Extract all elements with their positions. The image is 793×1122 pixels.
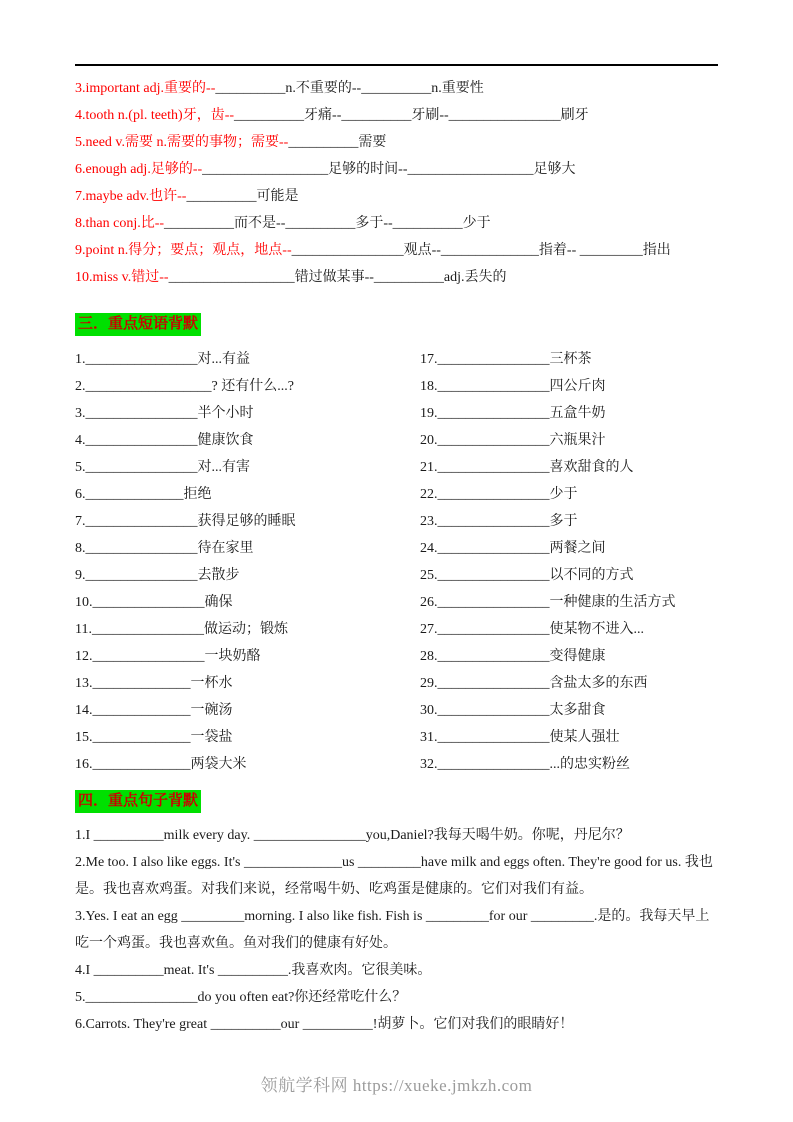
top-divider bbox=[75, 64, 718, 66]
vocab-list bbox=[75, 75, 718, 291]
phrase-item: 3.________________半个小时 bbox=[75, 406, 254, 421]
phrase-item: 28.________________变得健康 bbox=[420, 649, 606, 664]
phrase-item: 25.________________以不同的方式 bbox=[420, 568, 634, 583]
phrase-item: 30.________________太多甜食 bbox=[420, 703, 606, 718]
sentence-list bbox=[75, 822, 718, 1038]
phrase-column-right bbox=[420, 346, 718, 778]
vocab-item-blanks: __________需要 bbox=[288, 135, 387, 150]
vocab-item-blanks: __________可能是 bbox=[186, 189, 299, 204]
vocab-item bbox=[75, 183, 718, 210]
phrase-item: 21.________________喜欢甜食的人 bbox=[420, 460, 634, 475]
phrase-item: 17.________________三杯茶 bbox=[420, 352, 592, 367]
phrase-item: 1.________________对...有益 bbox=[75, 352, 250, 367]
vocab-item-word: 3.important adj.重要的-- bbox=[75, 81, 216, 96]
phrase-item: 4.________________健康饮食 bbox=[75, 433, 254, 448]
vocab-item bbox=[75, 102, 718, 129]
vocab-item-word: 9.point n.得分；要点；观点，地点-- bbox=[75, 243, 292, 258]
vocab-item-word: 8.than conj.比-- bbox=[75, 216, 165, 231]
page-footer: 领航学科网 https://xueke.jmkzh.com bbox=[260, 1076, 533, 1095]
vocab-item-word: 10.miss v.错过-- bbox=[75, 270, 169, 285]
sentence-item: 4.I __________meat. It's __________.我喜欢肉。它很美味。 bbox=[75, 963, 432, 978]
phrase-item: 2.__________________? 还有什么...? bbox=[75, 379, 294, 394]
sentence-item: 1.I __________milk every day. ________________you,Daniel?我每天喝牛奶。你呢，丹尼尔？ bbox=[75, 828, 630, 843]
phrase-item: 11.________________做运动；锻炼 bbox=[75, 622, 288, 637]
vocab-item-blanks: __________n.不重要的--__________n.重要性 bbox=[215, 81, 484, 96]
vocab-item-blanks: __________而不是--__________多于--__________少于 bbox=[164, 216, 491, 231]
vocab-item-word: 7.maybe adv.也许-- bbox=[75, 189, 187, 204]
section4-title: 四．重点句子背默 bbox=[75, 790, 201, 813]
phrase-item: 31.________________使某人强壮 bbox=[420, 730, 620, 745]
phrase-item: 13.______________一杯水 bbox=[75, 676, 233, 691]
vocab-item bbox=[75, 129, 718, 156]
phrase-item: 32.________________...的忠实粉丝 bbox=[420, 757, 630, 772]
phrase-item: 19.________________五盒牛奶 bbox=[420, 406, 606, 421]
sentence-item: 6.Carrots. They're great __________our __________!胡萝卜。它们对我们的眼睛好！ bbox=[75, 1017, 574, 1032]
phrase-item: 24.________________两餐之间 bbox=[420, 541, 606, 556]
phrase-item: 9.________________去散步 bbox=[75, 568, 240, 583]
vocab-item-blanks: ________________观点--______________指着-- _________指出 bbox=[291, 243, 671, 258]
phrase-item: 6.______________拒绝 bbox=[75, 487, 212, 502]
phrase-item: 16.______________两袋大米 bbox=[75, 757, 247, 772]
vocab-item-blanks: __________________足够的时间--__________________足够大 bbox=[202, 162, 576, 177]
vocab-item bbox=[75, 237, 718, 264]
phrase-section bbox=[75, 346, 718, 778]
phrase-item: 5.________________对...有害 bbox=[75, 460, 250, 475]
phrase-item: 15.______________一袋盐 bbox=[75, 730, 233, 745]
phrase-item: 10.________________确保 bbox=[75, 595, 233, 610]
vocab-item-word: 4.tooth n.(pl. teeth)牙，齿-- bbox=[75, 108, 235, 123]
phrase-item: 12.________________一块奶酪 bbox=[75, 649, 261, 664]
phrase-item: 27.________________使某物不进入... bbox=[420, 622, 644, 637]
vocab-item-blanks: __________牙痛--__________牙刷--________________刷牙 bbox=[234, 108, 589, 123]
phrase-item: 26.________________一种健康的生活方式 bbox=[420, 595, 676, 610]
phrase-item: 8.________________待在家里 bbox=[75, 541, 254, 556]
phrase-column-left bbox=[75, 346, 420, 778]
sentence-item: 5.________________do you often eat?你还经常吃什么？ bbox=[75, 990, 407, 1005]
section3-title: 三．重点短语背默 bbox=[75, 313, 201, 336]
phrase-item: 18.________________四公斤肉 bbox=[420, 379, 606, 394]
vocab-item bbox=[75, 75, 718, 102]
sentence-item: 3.Yes. I eat an egg _________morning. I also like fish. Fish is _________for our _________.是的。我每天早上吃一个鸡蛋。我也喜欢鱼。鱼对我们的健康有好处。 bbox=[75, 909, 710, 951]
vocab-item-word: 5.need v.需要 n.需要的事物；需要-- bbox=[75, 135, 289, 150]
vocab-item bbox=[75, 156, 718, 183]
phrase-item: 7.________________获得足够的睡眠 bbox=[75, 514, 296, 529]
sentence-item: 2.Me too. I also like eggs. It's ______________us _________have milk and eggs often. They're good for us. 我也是。我也喜欢鸡蛋。对我们来说，经常喝牛奶、吃鸡蛋是健康的。它们对我们有益。 bbox=[75, 855, 713, 897]
phrase-item: 22.________________少于 bbox=[420, 487, 578, 502]
phrase-item: 23.________________多于 bbox=[420, 514, 578, 529]
phrase-item: 14.______________一碗汤 bbox=[75, 703, 233, 718]
vocab-item bbox=[75, 264, 718, 291]
phrase-item: 29.________________含盐太多的东西 bbox=[420, 676, 648, 691]
vocab-item-word: 6.enough adj.足够的-- bbox=[75, 162, 203, 177]
phrase-item: 20.________________六瓶果汁 bbox=[420, 433, 606, 448]
vocab-item-blanks: __________________错过做某事--__________adj.丢失的 bbox=[168, 270, 507, 285]
vocab-item bbox=[75, 210, 718, 237]
